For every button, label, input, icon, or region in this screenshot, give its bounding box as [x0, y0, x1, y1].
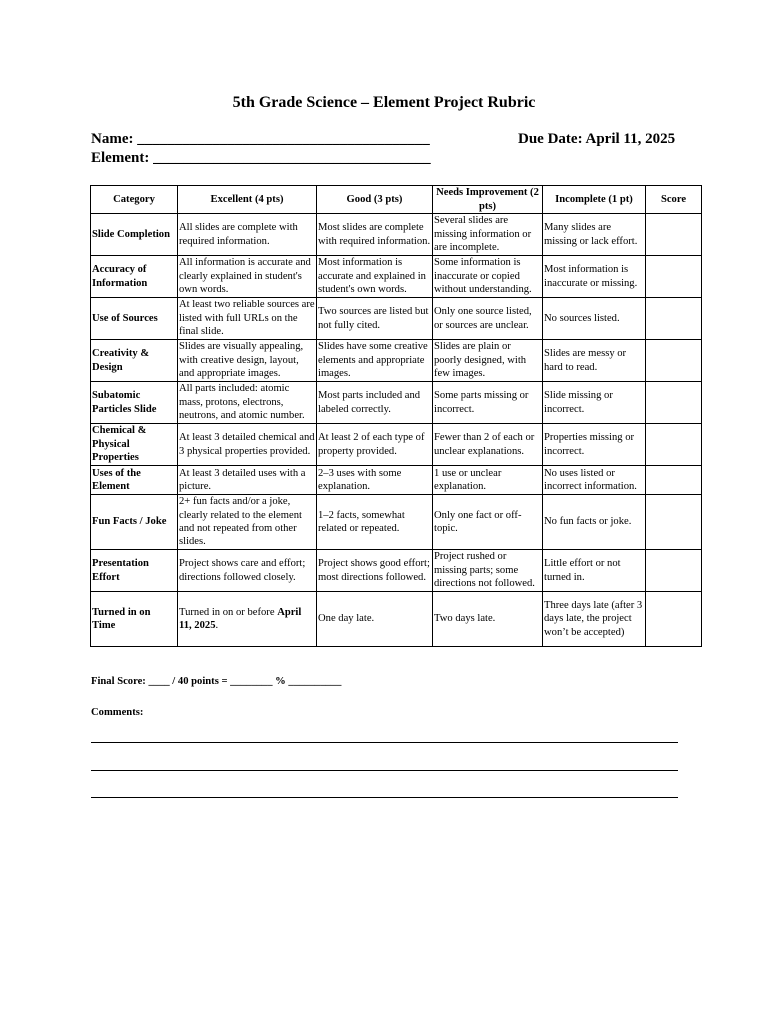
table-row [91, 550, 702, 592]
cell-incomplete: Many slides are missing or lack effort. [543, 214, 646, 256]
rubric-table [90, 185, 702, 647]
cell-excellent: All parts included: atomic mass, protons, electrons, neutrons, and atomic number. [178, 382, 317, 424]
page-title: 5th Grade Science – Element Project Rubric [232, 94, 536, 111]
row-category: Creativity & Design [91, 340, 178, 382]
due-date: Due Date: April 11, 2025 [518, 131, 676, 147]
cell-excellent [178, 592, 317, 647]
cell-incomplete: Little effort or not turned in. [543, 550, 646, 592]
row-category: Subatomic Particles Slide [91, 382, 178, 424]
table-row [91, 495, 702, 550]
element-blank[interactable]: _____________________________________ [153, 150, 431, 166]
cell-excellent: Slides are visually appealing, with creative design, layout, and appropriate images. [178, 340, 317, 382]
cell-excellent: At least 3 detailed chemical and 3 physical properties provided. [178, 424, 317, 466]
table-header-row [91, 186, 702, 214]
cell-needs-improvement: Project rushed or missing parts; some directions not followed. [433, 550, 543, 592]
cell-needs-improvement: Only one source listed, or sources are unclear. [433, 298, 543, 340]
cell-good: 2–3 uses with some explanation. [317, 466, 433, 495]
name-blank[interactable]: _______________________________________ [137, 131, 430, 147]
cell-score[interactable] [646, 256, 702, 298]
cell-good: Most slides are complete with required information. [317, 214, 433, 256]
cell-score[interactable] [646, 495, 702, 550]
cell-needs-improvement: 1 use or unclear explanation. [433, 466, 543, 495]
row-category: Presentation Effort [91, 550, 178, 592]
cell-good: Most parts included and labeled correctly. [317, 382, 433, 424]
row-category: Chemical & Physical Properties [91, 424, 178, 466]
row-category: Slide Completion [91, 214, 178, 256]
cell-score[interactable] [646, 214, 702, 256]
cell-incomplete: No fun facts or joke. [543, 495, 646, 550]
cell-needs-improvement: Some parts missing or incorrect. [433, 382, 543, 424]
cell-incomplete: Most information is inaccurate or missing. [543, 256, 646, 298]
cell-needs-improvement: Slides are plain or poorly designed, with few images. [433, 340, 543, 382]
cell-needs-improvement: Some information is inaccurate or copied without understanding. [433, 256, 543, 298]
cell-excellent: Project shows care and effort; directions followed closely. [178, 550, 317, 592]
cell-incomplete: No sources listed. [543, 298, 646, 340]
header-score: Score [646, 186, 702, 214]
table-row [91, 466, 702, 495]
row-category: Uses of the Element [91, 466, 178, 495]
cell-score[interactable] [646, 466, 702, 495]
table-row [91, 382, 702, 424]
table-row [91, 592, 702, 647]
cell-needs-improvement: Several slides are missing information or are incomplete. [433, 214, 543, 256]
cell-incomplete: No uses listed or incorrect information. [543, 466, 646, 495]
turned-in-prefix: Turned in on or before [179, 606, 278, 618]
cell-excellent: All slides are complete with required information. [178, 214, 317, 256]
row-category: Turned in on Time [91, 592, 178, 647]
header-category: Category [91, 186, 178, 214]
row-category: Use of Sources [91, 298, 178, 340]
cell-good: Two sources are listed but not fully cited. [317, 298, 433, 340]
comment-line[interactable] [91, 797, 678, 798]
header-excellent: Excellent (4 pts) [178, 186, 317, 214]
cell-excellent: At least two reliable sources are listed with full URLs on the final slide. [178, 298, 317, 340]
cell-score[interactable] [646, 550, 702, 592]
cell-good: 1–2 facts, somewhat related or repeated. [317, 495, 433, 550]
cell-score[interactable] [646, 382, 702, 424]
cell-excellent: 2+ fun facts and/or a joke, clearly related to the element and not repeated from other slides. [178, 495, 317, 550]
cell-incomplete: Slide missing or incorrect. [543, 382, 646, 424]
table-row [91, 340, 702, 382]
cell-score[interactable] [646, 340, 702, 382]
cell-score[interactable] [646, 424, 702, 466]
table-row [91, 214, 702, 256]
header-needs-improvement: Needs Improvement (2 pts) [433, 186, 543, 214]
cell-incomplete: Properties missing or incorrect. [543, 424, 646, 466]
cell-needs-improvement: Fewer than 2 of each or unclear explanations. [433, 424, 543, 466]
comment-line[interactable] [91, 742, 678, 743]
comments-label: Comments: [91, 707, 144, 718]
cell-incomplete: Slides are messy or hard to read. [543, 340, 646, 382]
header-incomplete: Incomplete (1 pt) [543, 186, 646, 214]
table-row [91, 256, 702, 298]
cell-incomplete: Three days late (after 3 days late, the project won’t be accepted) [543, 592, 646, 647]
cell-excellent: At least 3 detailed uses with a picture. [178, 466, 317, 495]
header-good: Good (3 pts) [317, 186, 433, 214]
cell-score[interactable] [646, 298, 702, 340]
cell-good: Project shows good effort; most directions followed. [317, 550, 433, 592]
element-field[interactable] [91, 150, 431, 167]
row-category: Fun Facts / Joke [91, 495, 178, 550]
cell-good: One day late. [317, 592, 433, 647]
element-label: Element: [91, 150, 150, 166]
name-field[interactable] [91, 131, 430, 148]
cell-needs-improvement: Two days late. [433, 592, 543, 647]
cell-needs-improvement: Only one fact or off-topic. [433, 495, 543, 550]
table-row [91, 298, 702, 340]
name-label: Name: [91, 131, 134, 147]
cell-good: Slides have some creative elements and appropriate images. [317, 340, 433, 382]
cell-good: At least 2 of each type of property provided. [317, 424, 433, 466]
row-category: Accuracy of Information [91, 256, 178, 298]
cell-good: Most information is accurate and explained in student's own words. [317, 256, 433, 298]
comment-line[interactable] [91, 770, 678, 771]
table-row [91, 424, 702, 466]
cell-score[interactable] [646, 592, 702, 647]
cell-excellent: All information is accurate and clearly explained in student's own words. [178, 256, 317, 298]
turned-in-date: April 11, 2025 [179, 606, 302, 631]
turned-in-suffix: . [215, 620, 219, 631]
final-score[interactable]: Final Score: ____ / 40 points = ________ % __________ [91, 676, 342, 687]
